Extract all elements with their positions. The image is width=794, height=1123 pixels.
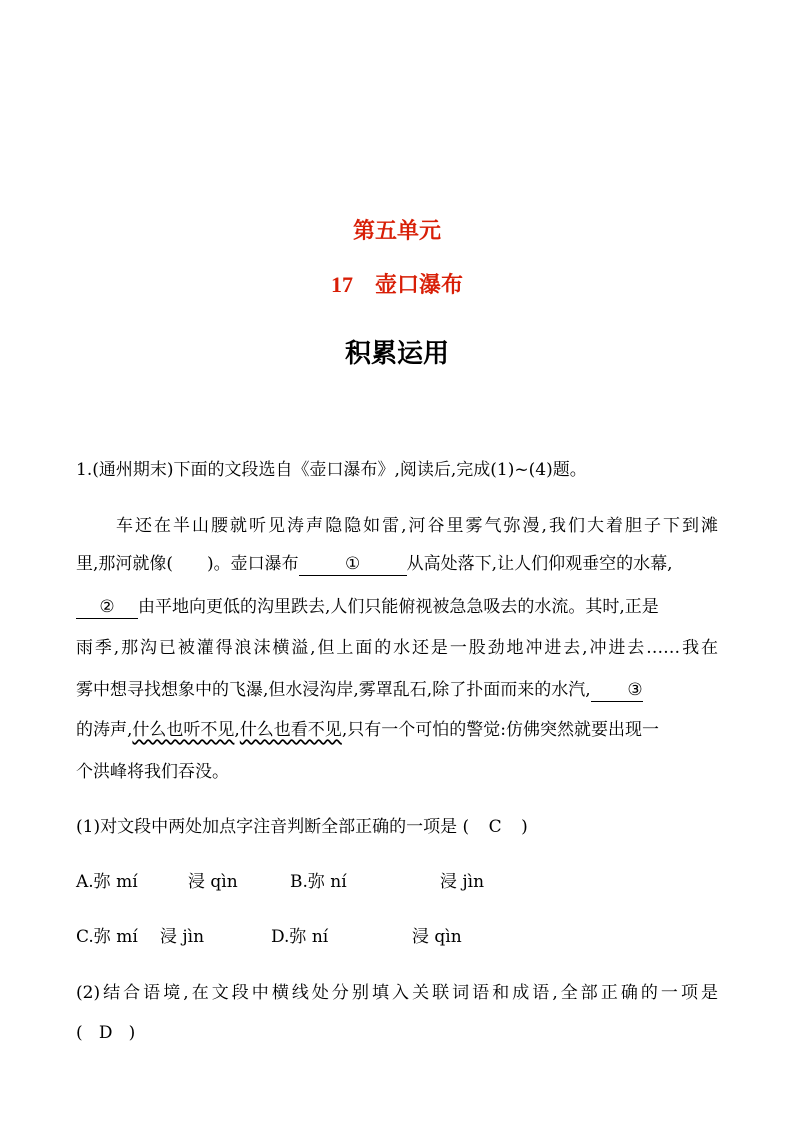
passage-line-6 — [76, 718, 718, 742]
blank-2: ② — [76, 596, 138, 619]
blank-3: ③ — [591, 679, 643, 702]
answer: D — [98, 1023, 113, 1043]
sub-question-1 — [76, 815, 528, 839]
passage-text: 由平地向更低的沟里跌去,人们只能俯视被急急吸去的水流。其时,正是 — [138, 597, 659, 617]
option-d: D.弥 ní — [271, 927, 329, 947]
passage-text: 的涛声, — [76, 720, 133, 740]
passage-text: 里,那河就像( )。壶口瀑布 — [76, 554, 299, 574]
question-intro: 1.(通州期末)下面的文段选自《壶口瀑布》,阅读后,完成(1)~(4)题。 — [76, 460, 587, 480]
passage-text: ,只有一个可怕的警觉:仿佛突然就要出现一 — [341, 720, 659, 740]
lesson-heading — [0, 268, 794, 299]
passage-text: 雾中想寻找想象中的飞瀑,但水浸沟岸,雾罩乱石,除了扑面而来的水汽, — [76, 680, 591, 700]
passage-line-2 — [76, 552, 718, 576]
unit-title: 第五单元 — [352, 219, 441, 244]
option-a-second: 浸 qìn — [188, 872, 238, 892]
passage-text: , — [234, 720, 240, 740]
option-d-second: 浸 qìn — [412, 927, 462, 947]
paren-close: ) — [521, 817, 528, 837]
option-b: B.弥 ní — [290, 872, 347, 892]
sub-question-stem: (1)对文段中两处加点字注音判断全部正确的一项是 ( — [76, 817, 470, 837]
paren-open: ( — [76, 1023, 83, 1043]
lesson-number: 17 — [330, 272, 353, 297]
option-c-second: 浸 jìn — [160, 927, 205, 947]
sub-question-2: (2)结合语境,在文段中横线处分别填入关联词语和成语,全部正确的一项是 — [76, 983, 718, 1003]
passage-line-7: 个洪峰将我们吞没。 — [76, 762, 229, 782]
answer: C — [488, 817, 502, 837]
option-b-second: 浸 jìn — [440, 872, 485, 892]
paren-close: ) — [128, 1023, 136, 1043]
option-c: C.弥 mí — [76, 927, 138, 947]
wavy-underlined-text: 什么也听不见 — [132, 720, 235, 740]
passage-line-5 — [76, 678, 718, 702]
option-a: A.弥 mí — [76, 872, 138, 892]
blank-1: ① — [299, 553, 407, 576]
passage-line-1: 车还在半山腰就听见涛声隐隐如雷,河谷里雾气弥漫,我们大着胆子下到滩 — [116, 516, 718, 536]
passage-line-4: 雨季,那沟已被灌得浪沫横溢,但上面的水还是一股劲地冲进去,冲进去……我在 — [76, 638, 718, 658]
sub-question-2-answer — [76, 1021, 135, 1045]
passage-text: 从高处落下,让人们仰观垂空的水幕, — [406, 554, 673, 574]
lesson-title: 壶口瀑布 — [374, 273, 463, 298]
section-title: 积累运用 — [344, 339, 449, 369]
passage-line-3 — [76, 595, 718, 619]
wavy-underlined-text: 什么也看不见 — [239, 720, 342, 740]
